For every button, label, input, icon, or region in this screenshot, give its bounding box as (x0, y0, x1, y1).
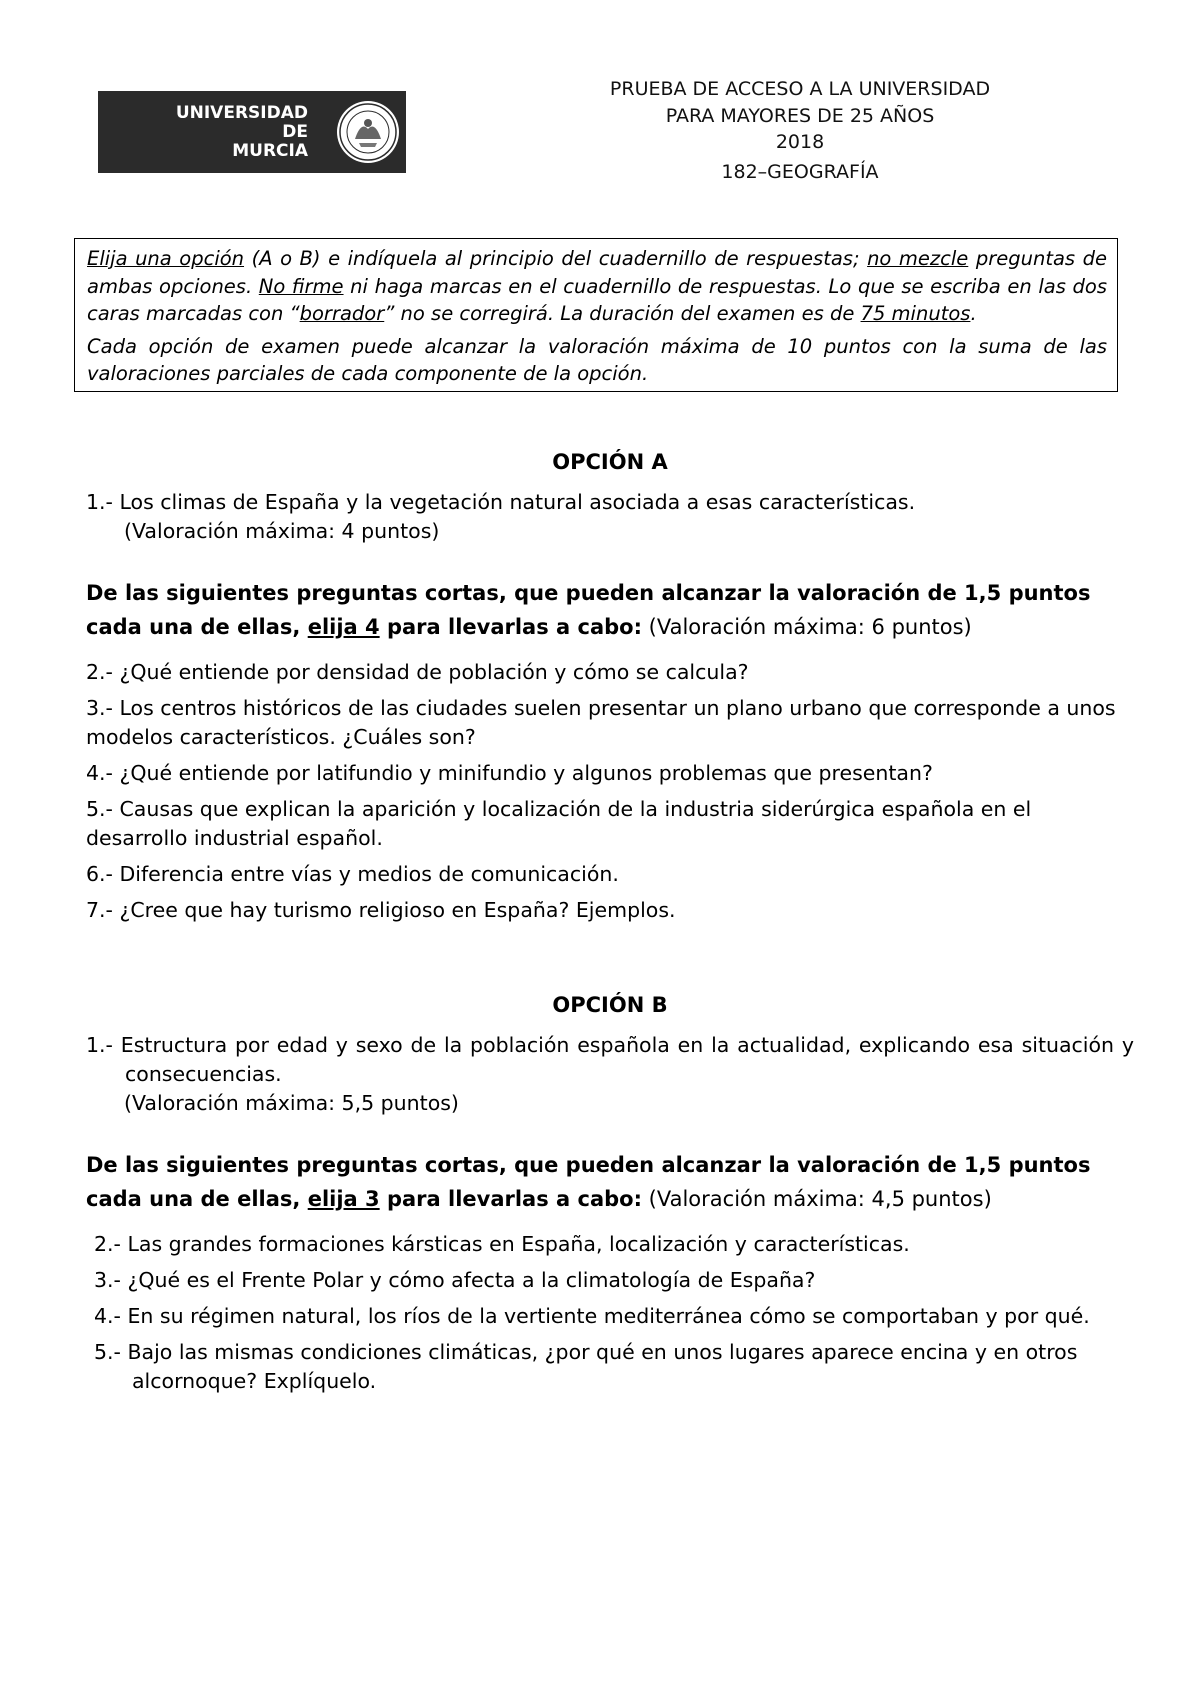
short-question: 5.- Bajo las mismas condiciones climáticas, ¿por qué en unos lugares aparece encina y en otros alcornoque? Explíquelo. (94, 1340, 1078, 1393)
question-value: (Valoración máxima: 4 puntos) (124, 519, 440, 543)
exam-subject: 182–GEOGRAFÍA (721, 160, 879, 183)
short-question: 6.- Diferencia entre vías y medios de comunicación. (86, 862, 619, 886)
lead-choose: elija 3 (307, 1187, 380, 1211)
instructions-paragraph-2: Cada opción de examen puede alcanzar la valoración máxima de 10 puntos con la suma de las valoraciones parciales de cada componente de la opción. (87, 334, 1107, 385)
option-b-question-1 (86, 1031, 1134, 1118)
instructions-paragraph-1 (87, 245, 1107, 328)
question-value: (Valoración máxima: 5,5 puntos) (124, 1091, 459, 1115)
option-a-short-instructions (86, 576, 1134, 644)
option-a-title: OPCIÓN A (552, 450, 668, 474)
logo-line-1: UNIVERSIDAD DE (175, 102, 308, 142)
lead-value: (Valoración máxima: 4,5 puntos) (642, 1187, 992, 1211)
instr-text-5: . (970, 302, 977, 325)
instr-text-3: ni haga marcas en el cuadernillo de respuestas. Lo que se escriba en las dos caras marcadas con “ (87, 274, 1107, 325)
university-seal-icon (335, 99, 401, 165)
instr-no-mix: no mezcle (867, 247, 969, 270)
lead-value: (Valoración máxima: 6 puntos) (642, 615, 972, 639)
exam-header (560, 76, 1040, 185)
instr-text-4: ” no se corregirá. La duración del examen es de (384, 302, 861, 325)
question-text: 1.- Los climas de España y la vegetación natural asociada a esas características. (86, 490, 916, 514)
short-question: 3.- Los centros históricos de las ciudades suelen presentar un plano urbano que corresponde a unos modelos característicos. ¿Cuáles son? (86, 696, 1116, 749)
lead-choose: elija 4 (307, 615, 380, 639)
instr-draft: borrador (299, 302, 385, 325)
lead-text-2: para llevarlas a cabo: (379, 615, 642, 639)
instr-text-1: (A o B) e indíquela al principio del cuadernillo de respuestas; (244, 247, 868, 270)
header-line-2: PARA MAYORES DE 25 AÑOS (665, 104, 935, 127)
short-question: 2.- ¿Qué entiende por densidad de población y cómo se calcula? (86, 660, 749, 684)
option-a-question-1 (86, 488, 1134, 546)
short-question: 3.- ¿Qué es el Frente Polar y cómo afecta a la climatología de España? (94, 1268, 816, 1292)
short-question: 4.- ¿Qué entiende por latifundio y minifundio y algunos problemas que presentan? (86, 761, 933, 785)
option-b (86, 993, 1134, 1396)
instr-duration: 75 minutos (860, 302, 971, 325)
logo-line-2: MURCIA (232, 140, 308, 161)
question-text: 1.- Estructura por edad y sexo de la población española en la actualidad, explicando esa situación y consecuencias. (86, 1033, 1134, 1086)
short-question: 2.- Las grandes formaciones kársticas en España, localización y características. (94, 1232, 910, 1256)
university-logo (98, 91, 406, 173)
short-question: 4.- En su régimen natural, los ríos de la vertiente mediterránea cómo se comportaban y por qué. (94, 1304, 1090, 1328)
header-year: 2018 (775, 131, 825, 153)
short-question: 7.- ¿Cree que hay turismo religioso en España? Ejemplos. (86, 898, 676, 922)
header-line-1: PRUEBA DE ACCESO A LA UNIVERSIDAD (609, 78, 991, 100)
option-a (86, 450, 1134, 925)
exam-content (86, 450, 1134, 1403)
instructions-box (74, 238, 1118, 392)
short-question: 5.- Causas que explican la aparición y localización de la industria siderúrgica española en el desarrollo industrial español. (86, 797, 1032, 850)
option-b-title: OPCIÓN B (552, 993, 668, 1017)
option-b-short-instructions (86, 1148, 1134, 1216)
logo-text (168, 104, 308, 161)
lead-text-2: para llevarlas a cabo: (379, 1187, 642, 1211)
instr-no-sign: No firme (258, 274, 344, 298)
instr-choose-option: Elija una opción (87, 247, 245, 270)
lead-text: De las siguientes preguntas cortas, que pueden alcanzar la valoración de 1,5 puntos cada una de ellas, (86, 1153, 1091, 1211)
instr-text-2: preguntas de ambas opciones. (87, 247, 1107, 298)
lead-text: De las siguientes preguntas cortas, que pueden alcanzar la valoración de 1,5 puntos cada una de ellas, (86, 581, 1091, 639)
